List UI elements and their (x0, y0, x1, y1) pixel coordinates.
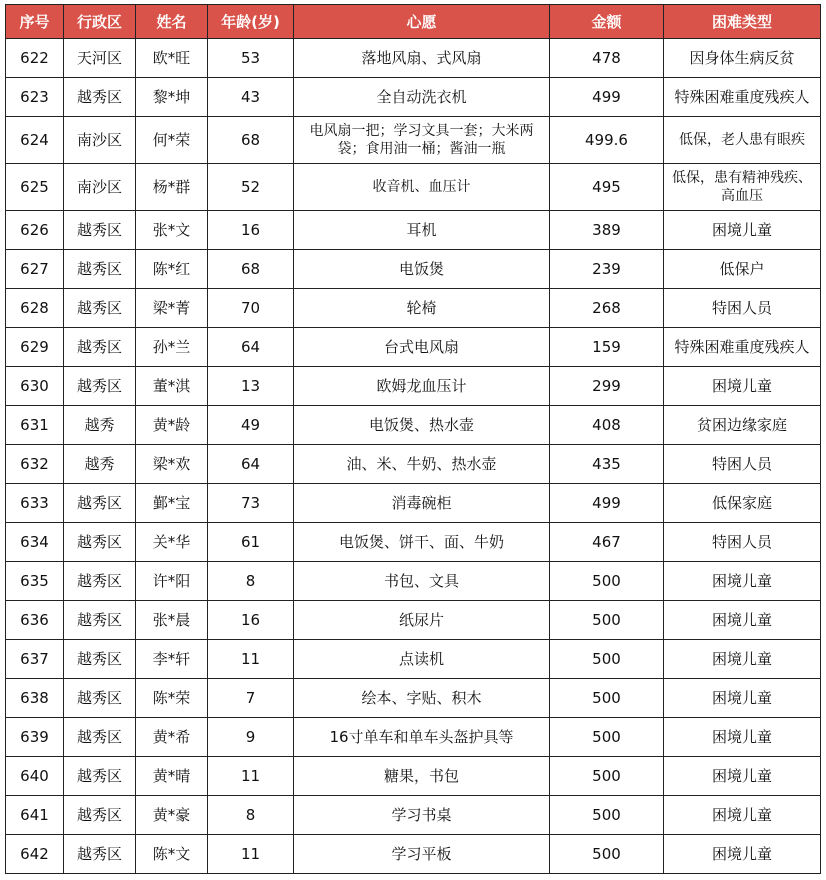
cell-wish: 耳机 (294, 211, 550, 250)
cell-age: 11 (208, 835, 294, 874)
cell-type: 困境儿童 (664, 601, 821, 640)
cell-amount: 239 (550, 250, 664, 289)
cell-no: 633 (6, 484, 64, 523)
cell-amount: 495 (550, 164, 664, 211)
cell-type: 困境儿童 (664, 640, 821, 679)
cell-age: 70 (208, 289, 294, 328)
cell-amount: 467 (550, 523, 664, 562)
cell-amount: 478 (550, 39, 664, 78)
table-row (6, 523, 821, 562)
table-row (6, 679, 821, 718)
cell-no: 626 (6, 211, 64, 250)
cell-age: 13 (208, 367, 294, 406)
cell-amount: 435 (550, 445, 664, 484)
cell-age: 68 (208, 117, 294, 164)
cell-type: 因身体生病反贫 (664, 39, 821, 78)
cell-wish: 电风扇一把；学习文具一套；大米两袋；食用油一桶；酱油一瓶 (294, 117, 550, 164)
cell-age: 9 (208, 718, 294, 757)
cell-amount: 500 (550, 718, 664, 757)
cell-type: 特殊困难重度残疾人 (664, 328, 821, 367)
cell-type: 困境儿童 (664, 562, 821, 601)
cell-type: 困境儿童 (664, 718, 821, 757)
table-row (6, 718, 821, 757)
table-row (6, 796, 821, 835)
table-row (6, 117, 821, 164)
table-row (6, 835, 821, 874)
cell-age: 11 (208, 757, 294, 796)
table-row (6, 39, 821, 78)
cell-no: 637 (6, 640, 64, 679)
cell-type: 困境儿童 (664, 796, 821, 835)
cell-age: 64 (208, 328, 294, 367)
header-no: 序号 (6, 5, 64, 39)
cell-type: 特困人员 (664, 523, 821, 562)
cell-amount: 500 (550, 562, 664, 601)
cell-name: 李*轩 (136, 640, 208, 679)
cell-wish: 消毒碗柜 (294, 484, 550, 523)
header-wish: 心愿 (294, 5, 550, 39)
cell-district: 越秀区 (64, 367, 136, 406)
cell-name: 张*晨 (136, 601, 208, 640)
cell-no: 642 (6, 835, 64, 874)
cell-no: 639 (6, 718, 64, 757)
cell-district: 越秀区 (64, 796, 136, 835)
table-row (6, 601, 821, 640)
cell-district: 越秀区 (64, 211, 136, 250)
cell-no: 636 (6, 601, 64, 640)
cell-wish: 收音机、血压计 (294, 164, 550, 211)
cell-district: 越秀区 (64, 523, 136, 562)
cell-amount: 499 (550, 484, 664, 523)
cell-no: 624 (6, 117, 64, 164)
cell-age: 11 (208, 640, 294, 679)
cell-amount: 268 (550, 289, 664, 328)
cell-no: 622 (6, 39, 64, 78)
cell-age: 64 (208, 445, 294, 484)
cell-no: 627 (6, 250, 64, 289)
cell-type: 特困人员 (664, 289, 821, 328)
cell-wish: 绘本、字贴、积木 (294, 679, 550, 718)
cell-name: 黄*晴 (136, 757, 208, 796)
cell-age: 16 (208, 211, 294, 250)
cell-name: 陈*荣 (136, 679, 208, 718)
header-amount: 金额 (550, 5, 664, 39)
cell-type: 低保，患有精神残疾、高血压 (664, 164, 821, 211)
cell-district: 天河区 (64, 39, 136, 78)
cell-type: 困境儿童 (664, 835, 821, 874)
cell-no: 641 (6, 796, 64, 835)
cell-amount: 500 (550, 835, 664, 874)
cell-name: 关*华 (136, 523, 208, 562)
cell-wish: 电饭煲、饼干、面、牛奶 (294, 523, 550, 562)
cell-wish: 全自动洗衣机 (294, 78, 550, 117)
cell-type: 困境儿童 (664, 679, 821, 718)
cell-amount: 500 (550, 601, 664, 640)
cell-district: 南沙区 (64, 164, 136, 211)
cell-district: 越秀区 (64, 835, 136, 874)
cell-age: 8 (208, 562, 294, 601)
cell-amount: 500 (550, 796, 664, 835)
cell-no: 640 (6, 757, 64, 796)
cell-wish: 学习平板 (294, 835, 550, 874)
cell-no: 635 (6, 562, 64, 601)
cell-district: 越秀区 (64, 679, 136, 718)
header-type: 困难类型 (664, 5, 821, 39)
cell-age: 8 (208, 796, 294, 835)
cell-age: 7 (208, 679, 294, 718)
cell-age: 53 (208, 39, 294, 78)
cell-type: 困境儿童 (664, 367, 821, 406)
cell-amount: 408 (550, 406, 664, 445)
cell-name: 欧*旺 (136, 39, 208, 78)
cell-name: 黄*豪 (136, 796, 208, 835)
cell-name: 杨*群 (136, 164, 208, 211)
cell-district: 越秀区 (64, 640, 136, 679)
cell-name: 黄*龄 (136, 406, 208, 445)
cell-district: 越秀区 (64, 328, 136, 367)
cell-no: 634 (6, 523, 64, 562)
cell-name: 何*荣 (136, 117, 208, 164)
header-district: 行政区 (64, 5, 136, 39)
table-row (6, 250, 821, 289)
table-row (6, 640, 821, 679)
table-row (6, 211, 821, 250)
table-row (6, 328, 821, 367)
cell-district: 越秀区 (64, 718, 136, 757)
cell-age: 16 (208, 601, 294, 640)
cell-no: 625 (6, 164, 64, 211)
cell-name: 黎*坤 (136, 78, 208, 117)
cell-age: 52 (208, 164, 294, 211)
cell-district: 越秀区 (64, 601, 136, 640)
cell-wish: 书包、文具 (294, 562, 550, 601)
cell-type: 贫困边缘家庭 (664, 406, 821, 445)
table-row (6, 757, 821, 796)
header-name: 姓名 (136, 5, 208, 39)
cell-amount: 500 (550, 679, 664, 718)
cell-amount: 499.6 (550, 117, 664, 164)
cell-amount: 500 (550, 757, 664, 796)
wish-list-table-container (5, 4, 820, 874)
cell-age: 49 (208, 406, 294, 445)
cell-name: 孙*兰 (136, 328, 208, 367)
cell-name: 许*阳 (136, 562, 208, 601)
cell-district: 越秀 (64, 445, 136, 484)
table-row (6, 164, 821, 211)
cell-name: 陈*红 (136, 250, 208, 289)
cell-no: 638 (6, 679, 64, 718)
cell-type: 特殊困难重度残疾人 (664, 78, 821, 117)
cell-name: 张*文 (136, 211, 208, 250)
cell-district: 越秀区 (64, 484, 136, 523)
cell-type: 低保家庭 (664, 484, 821, 523)
cell-district: 越秀区 (64, 562, 136, 601)
table-row (6, 406, 821, 445)
table-row (6, 484, 821, 523)
cell-wish: 糖果，书包 (294, 757, 550, 796)
cell-no: 628 (6, 289, 64, 328)
cell-name: 梁*菁 (136, 289, 208, 328)
cell-wish: 轮椅 (294, 289, 550, 328)
table-row (6, 289, 821, 328)
cell-name: 董*淇 (136, 367, 208, 406)
cell-no: 623 (6, 78, 64, 117)
cell-wish: 欧姆龙血压计 (294, 367, 550, 406)
cell-wish: 16寸单车和单车头盔护具等 (294, 718, 550, 757)
cell-wish: 油、米、牛奶、热水壶 (294, 445, 550, 484)
cell-name: 梁*欢 (136, 445, 208, 484)
cell-amount: 499 (550, 78, 664, 117)
cell-name: 鄞*宝 (136, 484, 208, 523)
table-header (6, 5, 821, 39)
cell-age: 73 (208, 484, 294, 523)
cell-age: 68 (208, 250, 294, 289)
cell-name: 陈*文 (136, 835, 208, 874)
cell-type: 困境儿童 (664, 211, 821, 250)
cell-district: 越秀区 (64, 78, 136, 117)
cell-wish: 点读机 (294, 640, 550, 679)
table-row (6, 367, 821, 406)
table-row (6, 445, 821, 484)
cell-amount: 299 (550, 367, 664, 406)
cell-amount: 389 (550, 211, 664, 250)
cell-type: 特困人员 (664, 445, 821, 484)
cell-amount: 500 (550, 640, 664, 679)
cell-wish: 电饭煲 (294, 250, 550, 289)
table-body (6, 39, 821, 874)
cell-name: 黄*希 (136, 718, 208, 757)
cell-wish: 台式电风扇 (294, 328, 550, 367)
cell-district: 越秀区 (64, 757, 136, 796)
cell-no: 630 (6, 367, 64, 406)
cell-age: 61 (208, 523, 294, 562)
cell-district: 南沙区 (64, 117, 136, 164)
wish-list-table (5, 4, 821, 874)
cell-no: 629 (6, 328, 64, 367)
cell-no: 632 (6, 445, 64, 484)
cell-wish: 纸尿片 (294, 601, 550, 640)
cell-wish: 落地风扇、式风扇 (294, 39, 550, 78)
cell-type: 低保户 (664, 250, 821, 289)
table-row (6, 78, 821, 117)
cell-district: 越秀区 (64, 250, 136, 289)
cell-amount: 159 (550, 328, 664, 367)
cell-district: 越秀区 (64, 289, 136, 328)
cell-type: 困境儿童 (664, 757, 821, 796)
header-age: 年龄(岁) (208, 5, 294, 39)
cell-no: 631 (6, 406, 64, 445)
cell-wish: 电饭煲、热水壶 (294, 406, 550, 445)
cell-type: 低保，老人患有眼疾 (664, 117, 821, 164)
cell-age: 43 (208, 78, 294, 117)
cell-wish: 学习书桌 (294, 796, 550, 835)
table-row (6, 562, 821, 601)
cell-district: 越秀 (64, 406, 136, 445)
